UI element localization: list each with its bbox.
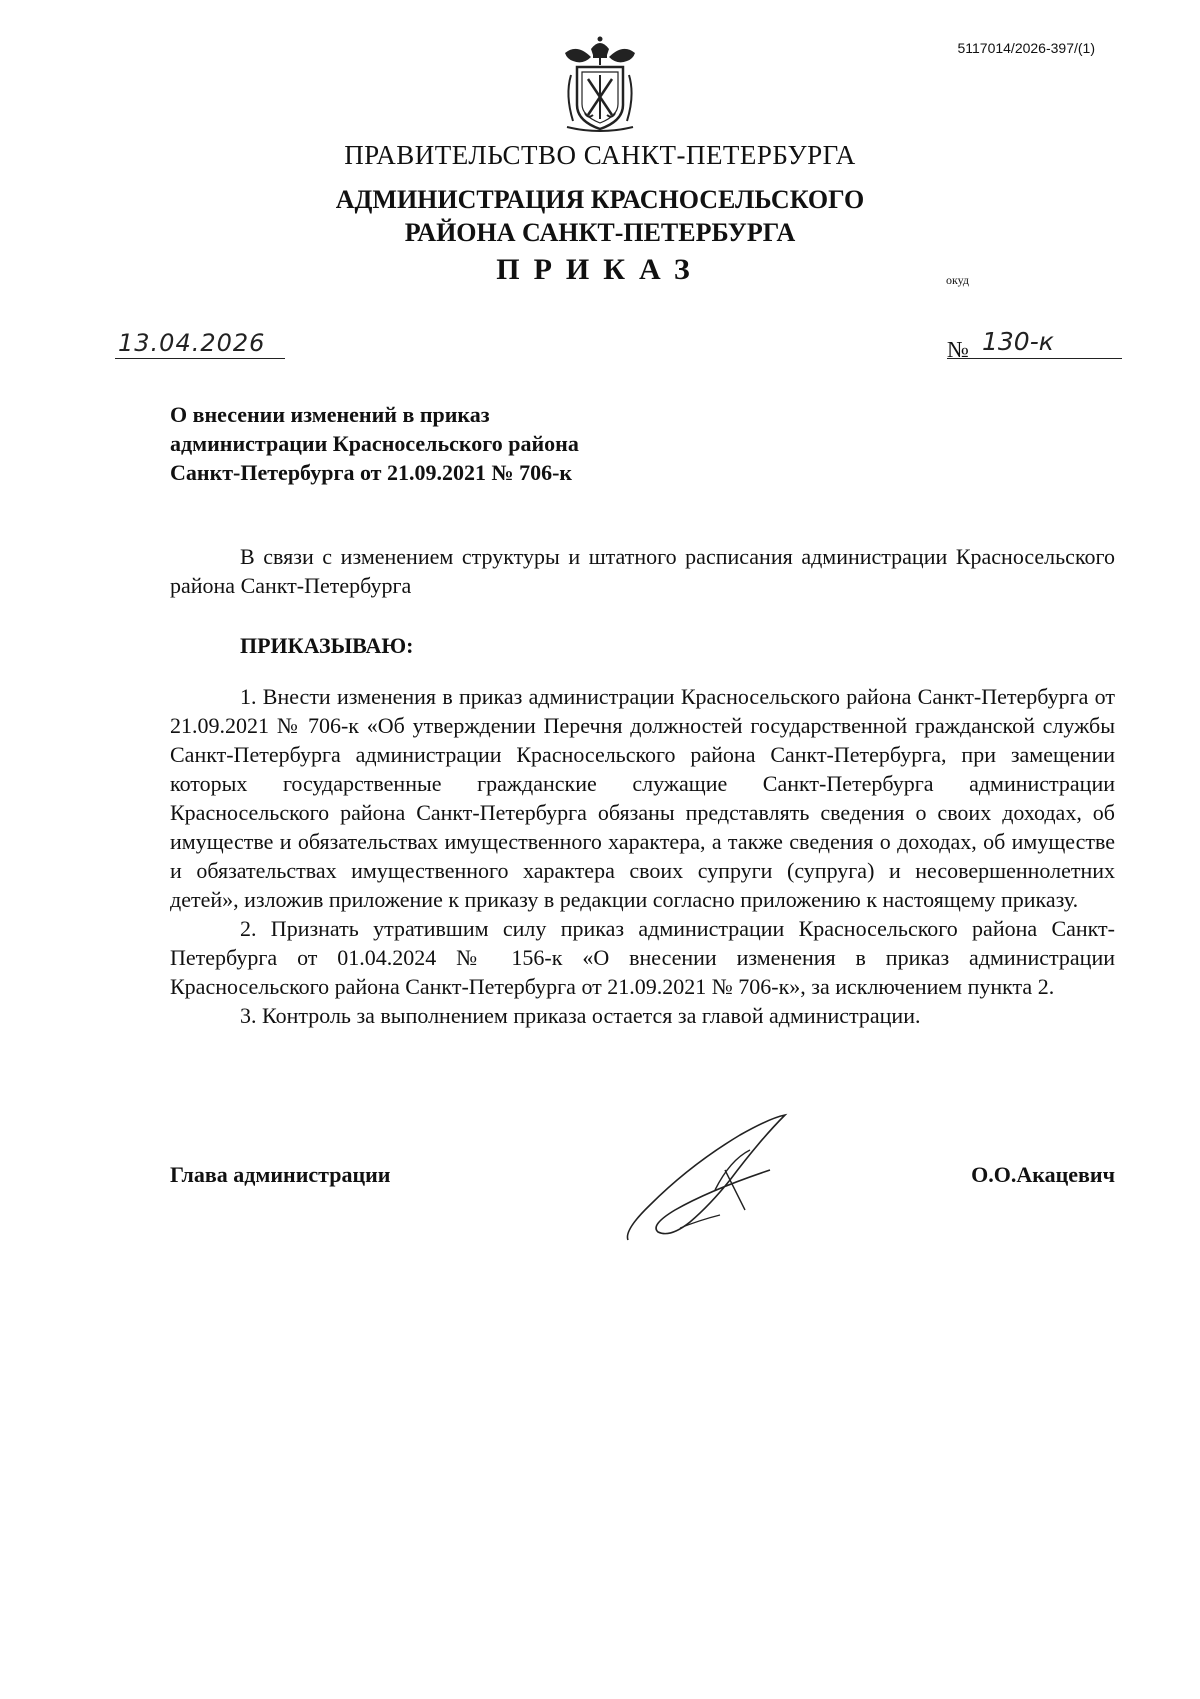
administration-heading-line2: РАЙОНА САНКТ-ПЕТЕРБУРГА bbox=[404, 218, 796, 247]
document-id: 5117014/2026-397/(1) bbox=[957, 40, 1095, 56]
subject-line3: Санкт-Петербурга от 21.09.2021 № 706-к bbox=[170, 460, 573, 485]
signatory-name: О.О.Акацевич bbox=[971, 1162, 1115, 1187]
preamble-text: В связи с изменением структуры и штатного расписания администрации Красносельского района Санкт-Петербурга bbox=[170, 544, 1115, 598]
government-heading: ПРАВИТЕЛЬСТВО САНКТ-ПЕТЕРБУРГА bbox=[344, 140, 856, 170]
order-subject bbox=[170, 400, 690, 487]
order-item-1: 1. Внести изменения в приказ администрации Красносельского района Санкт-Петербурга от 21.09.2021 № 706-к «Об утверждении Перечня должностей государственной гражданской службы Санкт-Петербурга администрации Красносельского района Санкт-Петербурга, при замещении которых государственные гражданские служащие Санкт-Петербурга администрации Красносельского района Санкт-Петербурга обязаны представлять сведения о своих доходах, об имуществе и обязательствах имущественного характера, а также сведения о доходах, об имуществе и обязательствах имущественного характера своих супруги (супруга) и несовершеннолетних детей», изложив приложение к приказу в редакции согласно приложению к настоящему приказу. bbox=[170, 684, 1115, 912]
order-items bbox=[170, 682, 1115, 1030]
number-label: № bbox=[947, 337, 969, 362]
okud-label: окуд bbox=[946, 273, 970, 287]
handwritten-signature bbox=[620, 1110, 800, 1245]
administration-heading bbox=[0, 183, 1200, 249]
subject-line2: администрации Красносельского района bbox=[170, 431, 579, 456]
administration-heading-line1: АДМИНИСТРАЦИЯ КРАСНОСЕЛЬСКОГО bbox=[335, 185, 865, 214]
handwritten-number: 130-к bbox=[982, 327, 1054, 356]
signatory-title: Глава администрации bbox=[170, 1162, 391, 1187]
document-type-title: ПРИКАЗ bbox=[496, 253, 704, 286]
order-item-3: 3. Контроль за выполнением приказа остается за главой администрации. bbox=[240, 1003, 921, 1028]
order-word: ПРИКАЗЫВАЮ: bbox=[240, 633, 414, 658]
preamble-paragraph bbox=[170, 542, 1115, 600]
coat-of-arms-emblem bbox=[555, 35, 645, 135]
order-item-2: 2. Признать утратившим силу приказ администрации Красносельского района Санкт-Петербурга от 01.04.2024 № 156-к «О внесении изменения в приказ администрации Красносельского района Санкт-Петербурга от 21.09.2021 № 706-к», за исключением пункта 2. bbox=[170, 916, 1115, 999]
subject-line1: О внесении изменений в приказ bbox=[170, 402, 490, 427]
handwritten-date: 13.04.2026 bbox=[118, 329, 266, 357]
